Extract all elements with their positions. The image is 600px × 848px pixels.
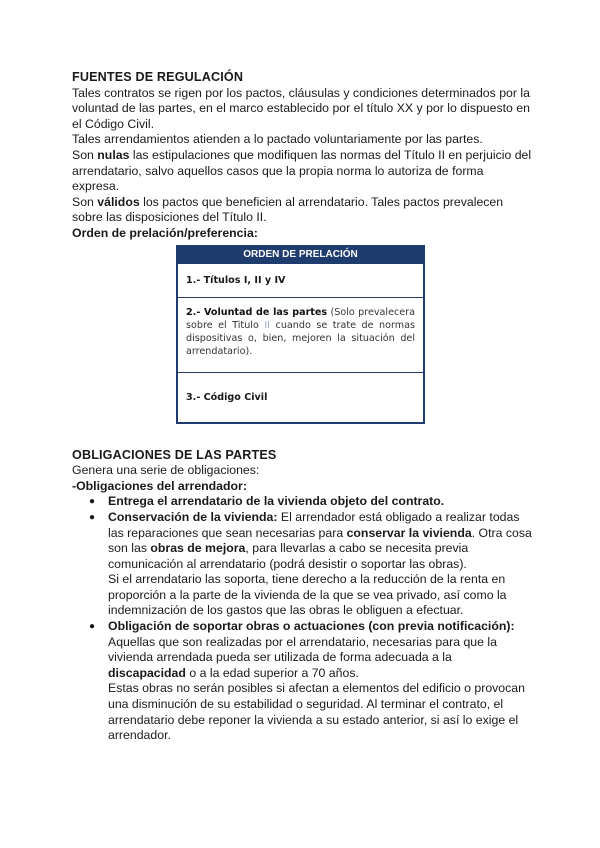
bold-text: discapacidad	[108, 665, 186, 680]
list-item	[89, 619, 532, 744]
paragraph-nulas	[72, 148, 532, 195]
paragraph	[108, 635, 532, 682]
text: . Otra cosa son las	[108, 525, 532, 556]
text: Son	[72, 147, 98, 162]
bullet-icon: ●	[89, 621, 96, 633]
section-title-fuentes: FUENTES DE REGULACIÓN	[72, 70, 244, 84]
bold-text: Conservación de la vivienda:	[108, 509, 278, 524]
obligaciones-list	[72, 494, 532, 744]
paragraph: Genera una serie de obligaciones:	[72, 463, 260, 478]
paragraph: Si el arrendatario las soporta, tiene derecho a la reducción de la renta en proporción a la parte de la vivienda de la que se vea privado, así como la indemnización de los gastos que las obras le obliguen a efectuar.	[108, 572, 507, 618]
text: Aquellas que son realizadas por el arrendatario, necesarias para que la vivienda arrendada pueda ser utilizada de forma adecuada a la	[108, 634, 497, 665]
paragraph-validos	[72, 195, 532, 226]
text: los pactos que beneficien al arrendatario. Tales pactos prevalecen sobre las disposiciones del Título II.	[72, 194, 504, 225]
text: las estipulaciones que modifiquen las normas del Título II en perjuicio del arrendatario, salvo aquellos casos que la propia norma lo autoriza de forma expresa.	[72, 147, 532, 194]
text: (Solo prevalecera sobre el Titulo	[186, 306, 415, 331]
table-row-3: 3.- Código Civil	[178, 372, 423, 422]
row-title: 2.- Voluntad de las partes	[186, 306, 328, 318]
bold-label: Orden de prelación/preferencia:	[72, 225, 258, 240]
text: , para llevarlas a cabo se necesita previa comunicación al arrendatario (podrá desistir o soportar las obras).	[108, 541, 469, 571]
bullet-icon: ●	[89, 496, 96, 508]
bold-text: obras de mejora	[150, 541, 246, 556]
bold-text: conservar la vivienda	[346, 525, 472, 540]
text: o a la edad superior a 70 años.	[185, 665, 359, 680]
bold-text: Entrega el arrendatario de la vivienda objeto del contrato.	[108, 494, 445, 509]
table-row-2	[178, 297, 423, 372]
document-page	[72, 70, 532, 744]
text: II	[264, 319, 271, 331]
list-item	[89, 509, 532, 619]
list-item	[89, 494, 532, 510]
bold-label: -Obligaciones del arrendador:	[72, 478, 247, 493]
table-header: ORDEN DE PRELACIÓN	[178, 247, 423, 263]
text: Son	[72, 194, 98, 209]
bold-term: válidos	[97, 194, 140, 209]
prelacion-table	[176, 245, 425, 424]
paragraph: Estas obras no serán posibles si afectan a elementos del edificio o provocan una disminución de su estabilidad o seguridad. Al terminar el contrato, el arrendatario debe reponer la vivienda a su estado anterior, si así lo exige el arrendador.	[108, 681, 525, 743]
orden-label	[72, 226, 532, 242]
paragraph: Tales arrendamientos atienden a lo pactado voluntariamente por las partes.	[72, 132, 483, 147]
table-row-1: 1.- Títulos I, II y IV	[178, 263, 423, 297]
subheading	[72, 479, 532, 495]
bullet-icon: ●	[89, 511, 96, 523]
section-title-obligaciones: OBLIGACIONES DE LAS PARTES	[72, 447, 277, 462]
paragraph: Tales contratos se rigen por los pactos, cláusulas y condiciones determinados por la voluntad de las partes, en el marco establecido por el título XX y por lo dispuesto en el Código Civil.	[72, 85, 530, 131]
bold-term: nulas	[97, 147, 130, 162]
text: El arrendador está obligado a realizar todas las reparaciones que sean necesarias para	[108, 509, 520, 540]
bold-text: Obligación de soportar obras o actuaciones (con previa notificación):	[108, 619, 515, 634]
text: cuando se trate de normas dispositivas o, bien, mejoren la situación del arrendatario).	[186, 319, 415, 357]
